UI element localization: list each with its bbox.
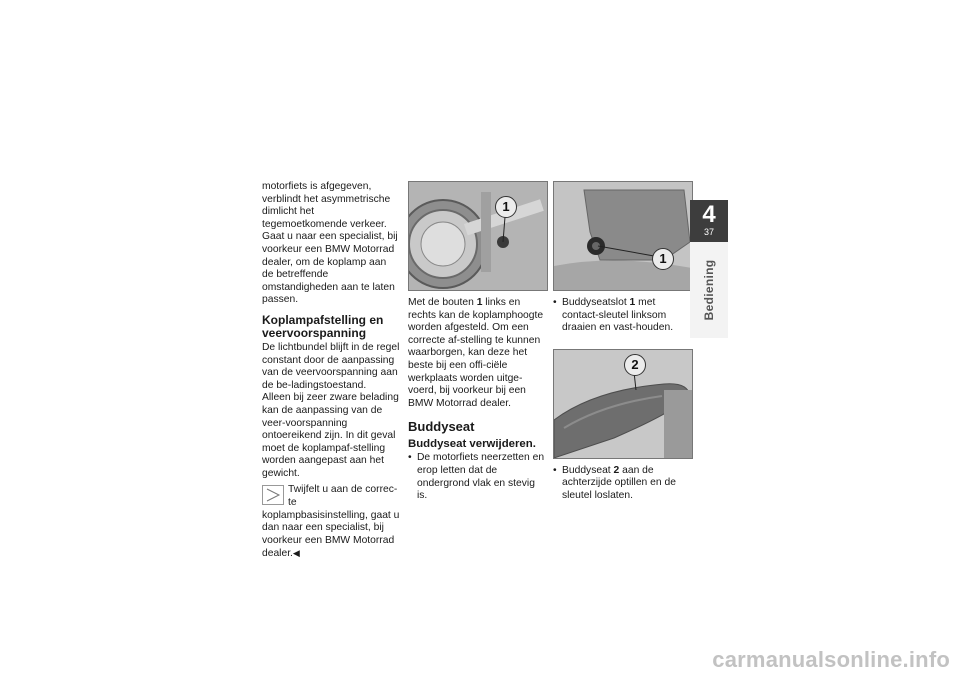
text-column-1 [262,181,400,561]
headlight-figure [408,181,548,291]
note-triangle-icon [262,485,284,505]
reference-number: 2 [613,464,620,476]
headlight-illustration [409,182,547,290]
bullet-item: • Buddyseatslot 1 met contact-sleutel linksom draaien en vast-houden. [553,297,691,335]
subheading: Buddyseat verwijderen. [408,438,536,451]
callout-1: 1 [652,248,674,270]
paragraph: De lichtbundel blijft in de regel constant door de aanpassing van de veervoorspanning aan de be-ladingstoestand. [262,341,400,391]
text-column-2 [408,181,546,503]
reference-number: 1 [476,297,483,308]
bullet-item: • De motorfiets neerzetten en erop letten dat de ondergrond vlak en stevig is. [408,452,546,502]
section-tab [686,245,732,335]
callout-2: 2 [624,354,646,376]
paragraph: motorfiets is afgegeven, verblindt het asymmetrische dimlicht het tegemoetkomende verkeer. [262,181,391,230]
note-text: Twijfelt u aan de correc-te koplampbasisinstelling, gaat u dan naar een specialist, bij voorkeur een BMW Motorrad dealer. [262,484,400,560]
note-block [262,484,400,561]
section-label: Bediening [702,259,716,321]
chapter-heading: Buddyseat [408,419,475,435]
bullet-item: • Buddyseat 2 aan de achterzijde optillen en de sleutel loslaten. [553,465,691,503]
seat-lock-illustration [554,182,692,290]
section-heading: Koplampafstelling en veervoorspanning [262,312,384,340]
paragraph: Met de bouten 1 links en rechts kan de koplamphoogte worden afgesteld. Om een correcte af-stelling te kunnen waarborgen, kan deze het beste bij een offi-ciële werkplaats worden uitge-voerd, bij voorkeur bij een BMW Motorrad dealer. [408,297,544,409]
chapter-number: 4 [702,201,716,228]
paragraph: Alleen bij zeer zware belading kan de aanpassing van de veer-voorspanning ontoereikend zijn. In dit geval moet de koplampaf-stelling worden aangepast aan het gewicht. [262,392,399,479]
end-mark-icon: ◀ [292,548,300,559]
text-column-3 [553,181,691,503]
page-number: 37 [703,227,714,237]
paragraph: Gaat u naar een specialist, bij voorkeur een BMW Motorrad dealer, om de koplamp aan de betreffende omstandigheden aan te laten passen. [262,231,398,306]
watermark: carmanualsonline.info [712,647,950,672]
callout-1: 1 [495,196,517,218]
seat-lock-figure [553,181,693,291]
buddyseat-illustration [554,350,692,458]
buddyseat-figure [553,349,693,459]
reference-number: 1 [629,297,636,308]
